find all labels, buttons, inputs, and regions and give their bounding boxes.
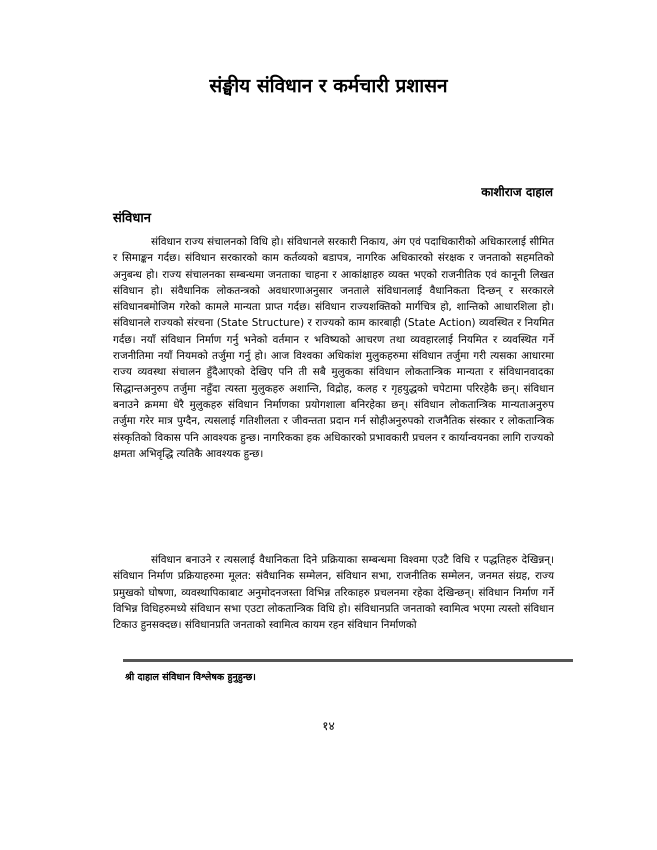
section-heading: संविधान xyxy=(113,211,151,226)
document-title: संङ्घीय संविधान र कर्मचारी प्रशासन xyxy=(209,75,448,97)
author-name: काशीराज दाहाल xyxy=(481,185,553,199)
body-paragraph-2: संविधान बनाउने र त्यसलाई वैधानिकता दिने प्रक्रियाका सम्बन्धमा विश्वमा एउटै विधि र पद्धतिहरु देखिन्नन्। संविधान निर्माण प्रक्रियाहरुमा मूलत: संवैधानिक सम्मेलन, संविधान सभा, राजनीतिक सम्मेलन, जनमत संग्रह, राज्य प्रमुखको घोषणा, व्यवस्थापिकाबाट अनुमोदनजस्ता विभिन्न तरिकाहरु प्रचलनमा रहेका देखिन्छन्। संविधान निर्माण गर्ने विभिन्न विधिहरुमध्ये संविधान सभा एउटा लोकतान्त्रिक विधि हो। संविधानप्रति जनताको स्वामित्व भएमा त्यस्तो संविधान टिकाउ हुनसक्दछ। संविधानप्रति जनताको स्वामित्व कायम रहन संविधान निर्माणको xyxy=(113,554,554,632)
page-number: १४ xyxy=(322,719,335,733)
body-paragraph-1: संविधान राज्य संचालनको विधि हो। संविधानले सरकारी निकाय, अंग एवं पदाधिकारीको अधिकारलाई सीमित र सिमाङ्कन गर्दछ। संविधान सरकारको काम कर्तव्यको बडापत्र, नागरिक अधिकारको संरक्षक र जनताको सहमतिको अनुबन्ध हो। राज्य संचालनका सम्बन्धमा जनताका चाहना र आकांक्षाहरु व्यक्त भएको राजनीतिक एवं कानूनी लिखत संविधान हो। संवैधानिक लोकतन्त्रको अवधारणाअनुसार जनताले संविधानलाई वैधानिकता दिन्छन् र सरकारले संविधानबमोजिम गरेको कामले मान्यता प्राप्त गर्दछ। संविधान राज्यशक्तिको मार्गचित्र हो, शान्तिको आधारशिला हो। संविधानले राज्यको संरचना (State Structure) र राज्यको काम कारबाही (State Action) व्यवस्थित र नियमित गर्दछ। नयाँ संविधान निर्माण गर्नु भनेको वर्तमान र भविष्यको आचरण तथा व्यवहारलाई नियमित र व्यवस्थित गर्ने राजनीतिमा नयाँ नियमको तर्जुमा गर्नु हो। आज विश्वका अधिकांश मुलुकहरुमा संविधान तर्जुमा गरी त्यसका आधारमा राज्य व्यवस्था संचालन हुँदैआएको देखिए पनि ती सबै मुलुकका संविधान लोकतान्त्रिक मान्यता र संविधानवादका सिद्धान्तअनुरुप तर्जुमा नहुँदा त्यस्ता मुलुकहरु अशान्ति, विद्रोह, कलह र गृहयुद्धको चपेटामा परिरहेकै छन्। संविधान बनाउने क्रममा धेरै मुलुकहरु संविधान निर्माणका प्रयोगशाला बनिरहेका छन्। संविधान लोकतान्त्रिक मान्यताअनुरुप तर्जुमा गरेर मात्र पुग्दैन, त्यसलाई गतिशीलता र जीवन्तता प्रदान गर्न सोहीअनुरुपको राजनैतिक संस्कार र लोकतान्त्रिक संस्कृतिको विकास पनि आवश्यक हुन्छ। नागरिकका हक अधिकारको प्रभावकारी प्रचलन र कार्यान्वयनका लागि राज्यको क्षमता अभिवृद्धि त्यतिकै आवश्यक हुन्छ। xyxy=(113,236,554,460)
footnote-divider xyxy=(123,659,573,662)
footnote: श्री दाहाल संविधान विश्लेषक हुनुहुन्छ। xyxy=(125,672,256,683)
